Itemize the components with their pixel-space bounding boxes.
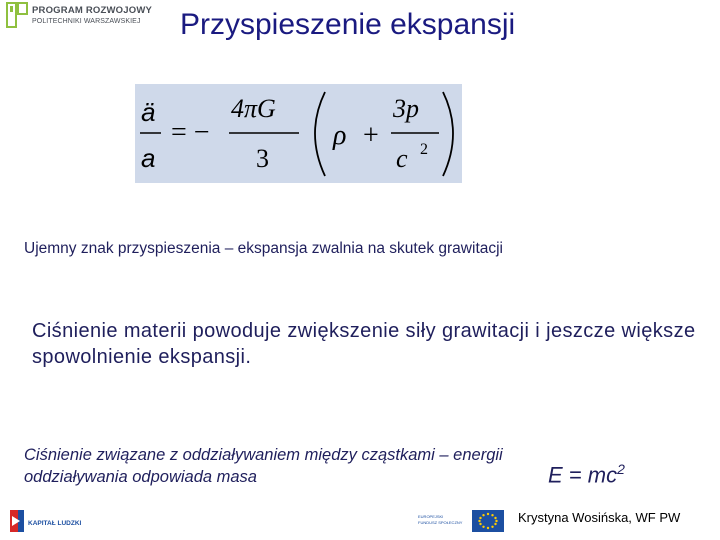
formula-lhs-den: a xyxy=(141,143,156,173)
efs-text-line2: FUNDUSZ SPOŁECZNY xyxy=(418,520,463,525)
acceleration-formula xyxy=(135,84,462,183)
formula-exp: 2 xyxy=(420,141,428,158)
statement-interaction-energy: Ciśnienie związane z oddziaływaniem między cząstkami – energii oddziaływania odpowiada masa xyxy=(24,446,503,486)
kapital-ludzki-logo xyxy=(8,508,88,534)
logo-line1: PROGRAM ROZWOJOWY xyxy=(32,5,153,16)
statement-negative-acceleration: Ujemny znak przyspieszenia – ekspansja zwalnia na skutek grawitacji xyxy=(24,240,504,257)
efs-logo xyxy=(414,508,508,534)
formula-box xyxy=(135,84,462,183)
efs-text xyxy=(418,514,463,525)
formula-frac-num: 4πG xyxy=(231,94,276,123)
formula-inner-den: c xyxy=(396,144,408,173)
logo-mark-icon xyxy=(6,2,28,28)
efs-text-line1: EUROPEJSKI xyxy=(418,514,444,519)
kapital-ludzki-icon xyxy=(8,508,88,534)
kapital-ludzki-text: KAPITAŁ LUDZKI xyxy=(28,520,82,527)
formula-right-paren xyxy=(443,92,453,176)
formula-lhs-num: ä xyxy=(141,97,156,127)
author-credit: Krystyna Wosińska, WF PW xyxy=(518,510,681,525)
formula-inner-num: 3p xyxy=(393,94,419,123)
page-title: Przyspieszenie ekspansji xyxy=(180,8,516,41)
program-rozwojowy-logo xyxy=(6,2,156,32)
logo-line2: POLITECHNIKI WARSZAWSKIEJ xyxy=(32,17,141,25)
formula-left-paren xyxy=(315,92,325,176)
formula-rho: ρ xyxy=(333,120,347,151)
emc-exponent: 2 xyxy=(617,461,625,477)
emc-base: E = mc xyxy=(548,462,618,488)
statement-pressure: Ciśnienie materii powoduje zwiększenie siły grawitacji i jeszcze większe spowolnienie ekspansji. xyxy=(32,320,696,368)
eu-flag-icon xyxy=(414,508,508,534)
formula-equals: = − xyxy=(171,117,210,148)
formula-frac-den: 3 xyxy=(256,144,269,173)
emc-equation xyxy=(548,461,625,488)
formula-plus: + xyxy=(363,120,379,151)
